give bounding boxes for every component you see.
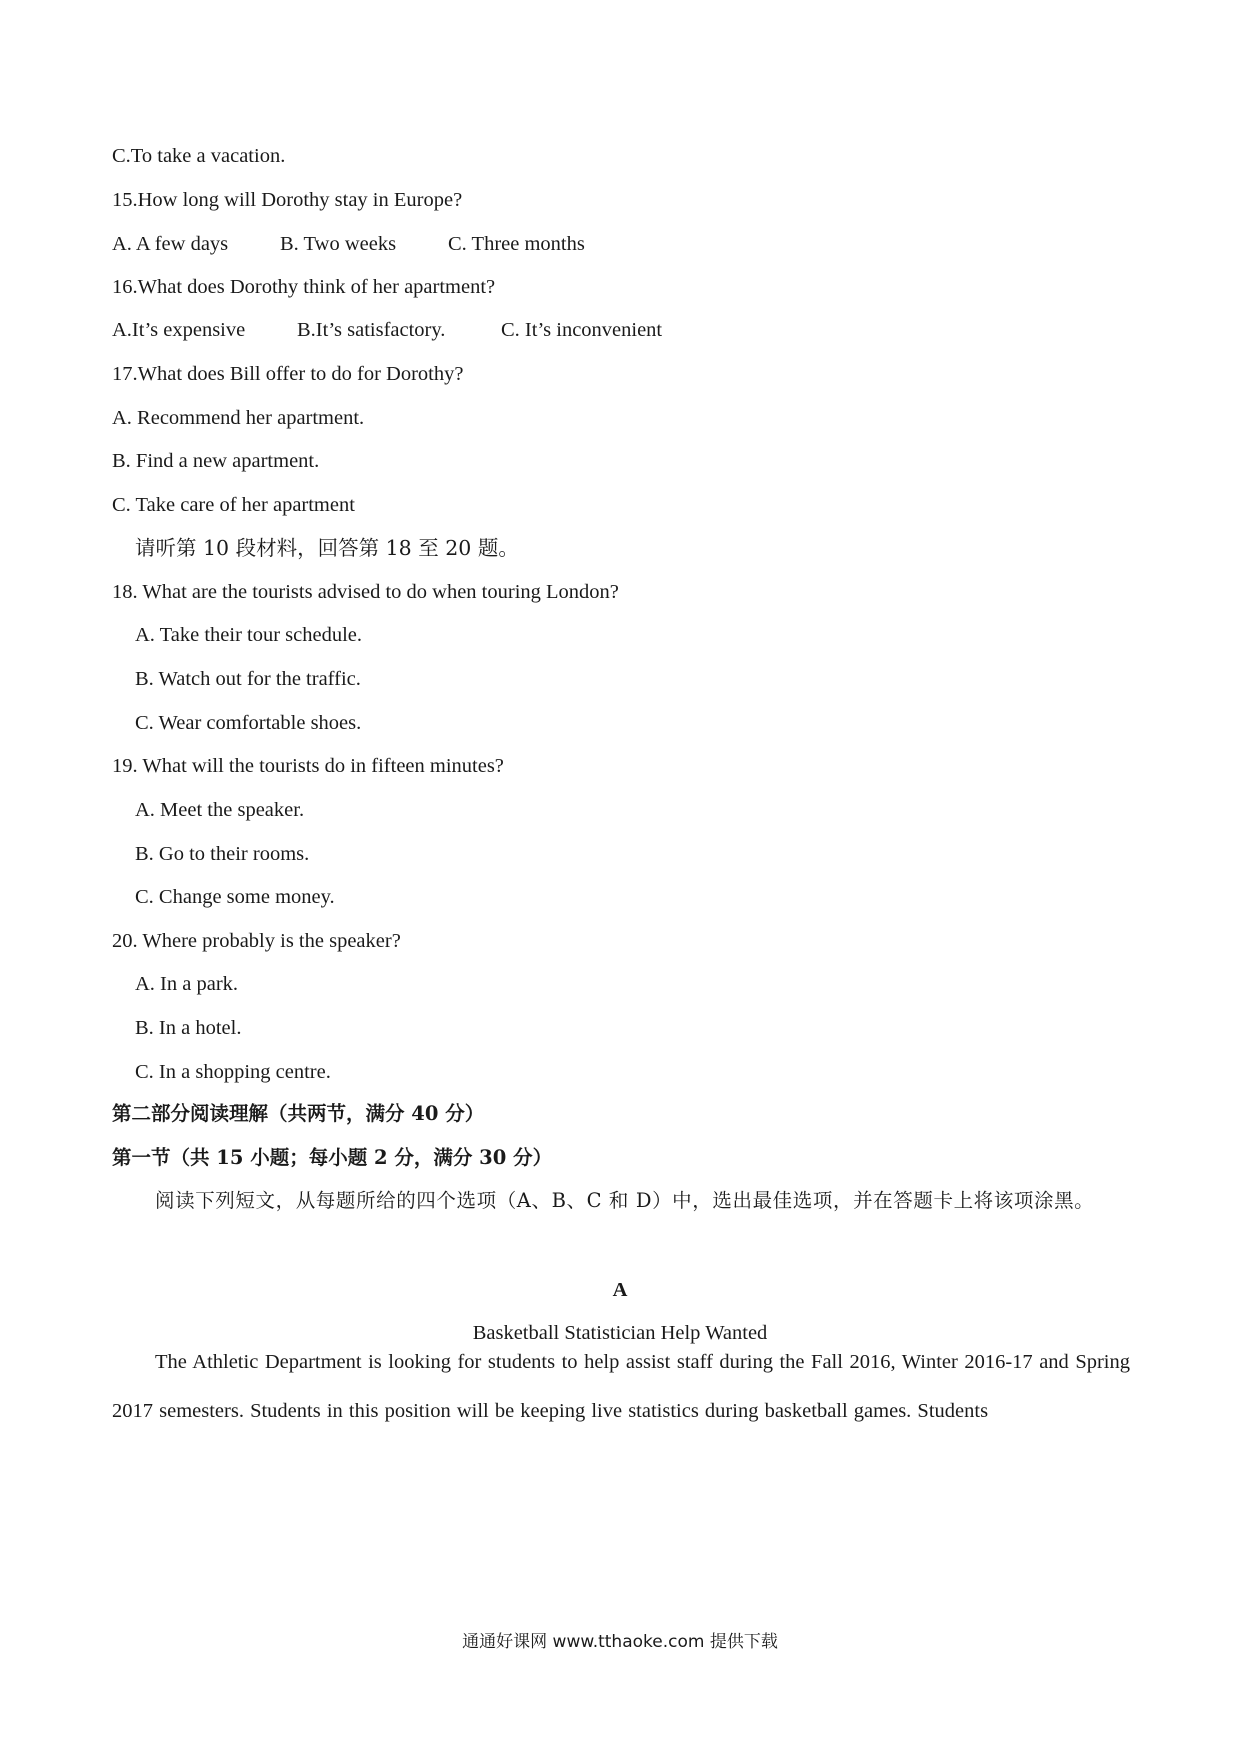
q19-option-b: B. Go to their rooms. — [135, 843, 310, 865]
q17-option-c: C. Take care of her apartment — [112, 494, 355, 516]
q16-option-b: B.It’s satisfactory. — [297, 319, 446, 341]
q18-option-c: C. Wear comfortable shoes. — [135, 712, 362, 734]
question-20: 20. Where probably is the speaker? — [112, 930, 401, 952]
question-18: 18. What are the tourists advised to do when touring London? — [112, 581, 619, 603]
passage-title: Basketball Statistician Help Wanted — [472, 1322, 768, 1344]
listening-instruction-10: 请听第 10 段材料，回答第 18 至 20 题。 — [135, 536, 519, 560]
q16-option-a: A.It’s expensive — [112, 319, 246, 341]
q20-option-b: B. In a hotel. — [135, 1017, 242, 1039]
reading-instruction: 阅读下列短文，从每题所给的四个选项（A、B、C 和 D）中，选出最佳选项，并在答题卡上将该项涂黑。 — [155, 1189, 1095, 1212]
q20-option-a: A. In a park. — [135, 973, 239, 995]
q15-option-c: C. Three months — [448, 233, 585, 255]
q18-option-a: A. Take their tour schedule. — [135, 624, 363, 646]
question-17: 17.What does Bill offer to do for Dorothy? — [112, 363, 464, 385]
q15-option-a: A. A few days — [112, 233, 229, 255]
q19-option-a: A. Meet the speaker. — [135, 799, 305, 821]
q16-option-c: C. It’s inconvenient — [501, 319, 663, 341]
part-two-heading: 第二部分阅读理解（共两节，满分 40 分） — [112, 1102, 485, 1125]
question-15-options — [112, 230, 585, 258]
q19-option-c: C. Change some money. — [135, 886, 335, 908]
question-19: 19. What will the tourists do in fifteen minutes? — [112, 755, 504, 777]
q17-option-a: A. Recommend her apartment. — [112, 407, 365, 429]
passage-letter: A — [612, 1279, 628, 1301]
option-c-vacation: C.To take a vacation. — [112, 145, 286, 167]
passage-body: The Athletic Department is looking for students to help assist staff during the Fall 2016, Winter 2016-17 and Spring 2017 semesters. Students in this position will be keeping live statistics during basketball games. Students — [112, 1351, 1130, 1422]
question-15: 15.How long will Dorothy stay in Europe? — [112, 189, 463, 211]
section-one-heading: 第一节（共 15 小题；每小题 2 分，满分 30 分） — [112, 1146, 553, 1169]
q15-option-b: B. Two weeks — [280, 233, 397, 255]
q18-option-b: B. Watch out for the traffic. — [135, 668, 361, 690]
q20-option-c: C. In a shopping centre. — [135, 1061, 331, 1083]
q17-option-b: B. Find a new apartment. — [112, 450, 320, 472]
footer-source: 通通好课网 www.tthaoke.com 提供下载 — [462, 1632, 778, 1652]
question-16-options — [112, 316, 662, 344]
question-16: 16.What does Dorothy think of her apartment? — [112, 276, 496, 298]
